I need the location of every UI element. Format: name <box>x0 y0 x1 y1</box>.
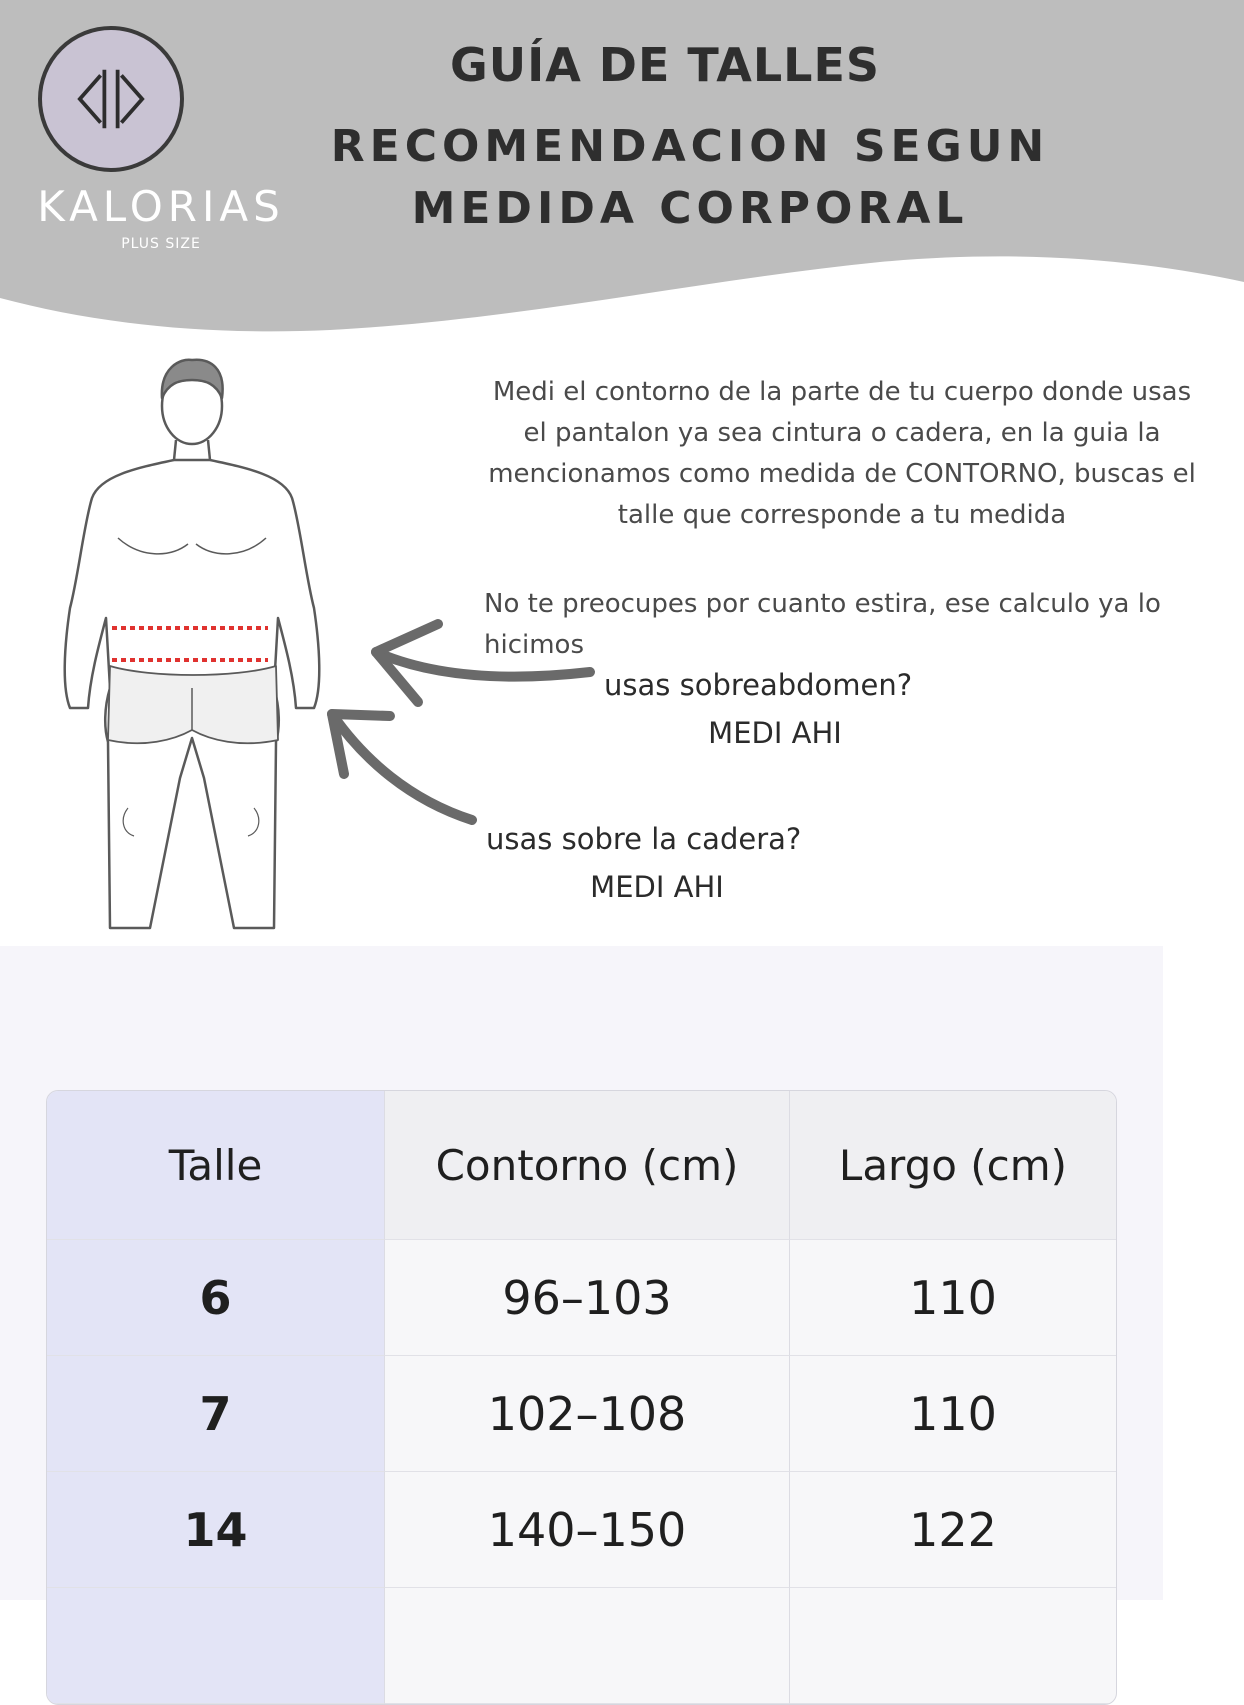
abdomen-answer: MEDI AHI <box>708 716 842 750</box>
cell-talle: 7 <box>47 1356 385 1472</box>
table-row <box>47 1240 1116 1356</box>
pointer-arrows <box>320 610 620 840</box>
header-contorno: Contorno (cm) <box>385 1091 790 1240</box>
cell-largo <box>790 1588 1116 1704</box>
cell-contorno <box>385 1588 790 1704</box>
subtitle-line-2: MEDIDA CORPORAL <box>411 183 969 234</box>
hip-answer: MEDI AHI <box>590 870 724 904</box>
logo-monogram-icon <box>42 30 180 168</box>
cell-largo: 110 <box>790 1356 1116 1472</box>
cell-contorno: 96–103 <box>385 1240 790 1356</box>
table-row <box>47 1588 1116 1704</box>
cell-contorno: 102–108 <box>385 1356 790 1472</box>
cell-largo: 110 <box>790 1240 1116 1356</box>
cell-talle <box>47 1588 385 1704</box>
brand-logo <box>38 26 184 172</box>
table-row <box>47 1356 1116 1472</box>
cell-contorno: 140–150 <box>385 1472 790 1588</box>
page-title: GUÍA DE TALLES <box>449 38 881 92</box>
subtitle-line-1: RECOMENDACION SEGUN <box>330 121 1050 172</box>
hip-question: usas sobre la cadera? <box>486 822 802 856</box>
abdomen-question: usas sobreabdomen? <box>604 668 913 702</box>
abdomen-arrow-icon <box>376 652 590 677</box>
header-talle: Talle <box>47 1091 385 1240</box>
header-largo: Largo (cm) <box>790 1091 1116 1240</box>
brand-name: KALORIAS <box>37 182 285 231</box>
table-row <box>47 1472 1116 1588</box>
page-subtitle <box>320 116 1060 240</box>
brand-tagline: PLUS SIZE <box>121 236 201 252</box>
stretch-note: No te preocupes por cuanto estira, ese calculo ya lo hicimos <box>484 589 1161 660</box>
hip-arrow-icon <box>332 714 472 820</box>
cell-talle: 6 <box>47 1240 385 1356</box>
measurement-instructions: Medi el contorno de la parte de tu cuerpo donde usas el pantalon ya sea cintura o cadera, en la guia la mencionamos como medida de CONTORNO, buscas el talle que corresponde a tu medida <box>488 377 1196 530</box>
cell-largo: 122 <box>790 1472 1116 1588</box>
size-table <box>46 1090 1117 1705</box>
table-header-row <box>47 1091 1116 1240</box>
cell-talle: 14 <box>47 1472 385 1588</box>
